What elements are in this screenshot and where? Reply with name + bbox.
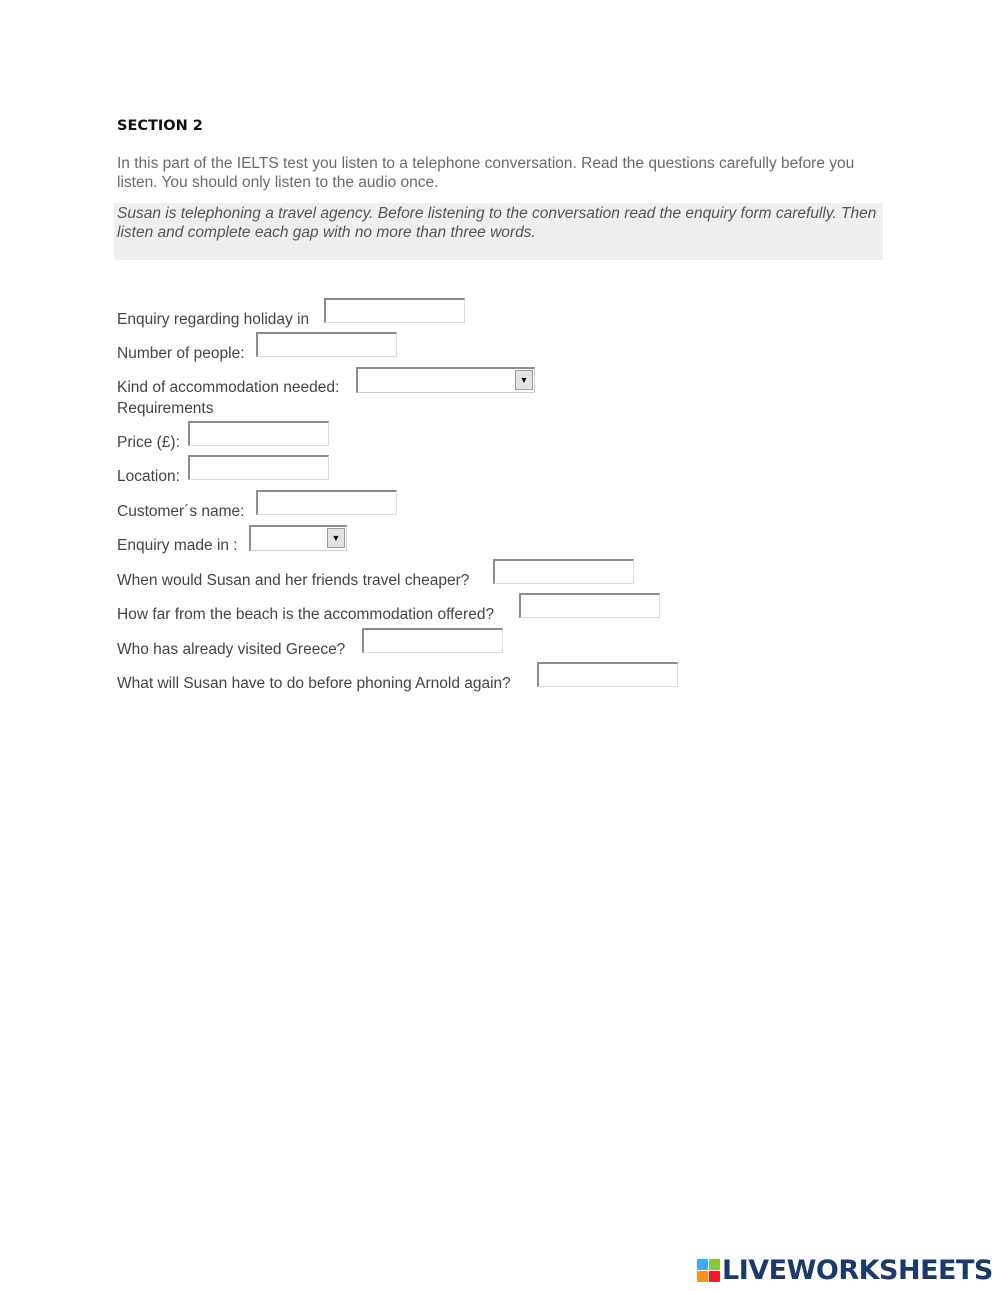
- logo-text: LIVEWORKSHEETS: [722, 1254, 993, 1286]
- requirements-heading: Requirements: [117, 400, 214, 417]
- price-label: Price (£):: [117, 434, 180, 451]
- question-cheaper-input[interactable]: [493, 559, 634, 584]
- customer-label: Customer´s name:: [117, 503, 245, 520]
- location-label: Location:: [117, 468, 180, 485]
- holiday-input[interactable]: [324, 298, 465, 323]
- logo-blocks-icon: [697, 1259, 720, 1282]
- question-cheaper-label: When would Susan and her friends travel cheaper?: [117, 572, 470, 589]
- liveworksheets-logo: [697, 1256, 993, 1284]
- instructions-text: Susan is telephoning a travel agency. Before listening to the conversation read the enquiry form carefully. Then listen and complete each gap with no more than three words.: [117, 205, 877, 241]
- price-input[interactable]: [188, 421, 329, 446]
- question-arnold-label: What will Susan have to do before phoning Arnold again?: [117, 675, 511, 692]
- question-beach-input[interactable]: [519, 593, 660, 618]
- accommodation-label: Kind of accommodation needed:: [117, 379, 340, 396]
- enquiry-made-select[interactable]: [249, 525, 347, 551]
- question-arnold-input[interactable]: [537, 662, 678, 687]
- accommodation-select[interactable]: [356, 367, 535, 393]
- holiday-label: Enquiry regarding holiday in: [117, 311, 310, 328]
- question-beach-label: How far from the beach is the accommodation offered?: [117, 606, 495, 623]
- enquiry-made-label: Enquiry made in :: [117, 537, 238, 554]
- section-title: SECTION 2: [117, 118, 203, 134]
- people-label: Number of people:: [117, 345, 245, 362]
- chevron-down-icon[interactable]: ▼: [515, 370, 533, 390]
- customer-input[interactable]: [256, 490, 397, 515]
- chevron-down-icon[interactable]: ▼: [327, 528, 345, 548]
- location-input[interactable]: [188, 455, 329, 480]
- intro-text: In this part of the IELTS test you listen to a telephone conversation. Read the questions carefully before you listen. You should only listen to the audio once.: [117, 155, 855, 191]
- people-input[interactable]: [256, 332, 397, 357]
- question-greece-label: Who has already visited Greece?: [117, 641, 346, 658]
- question-greece-input[interactable]: [362, 628, 503, 653]
